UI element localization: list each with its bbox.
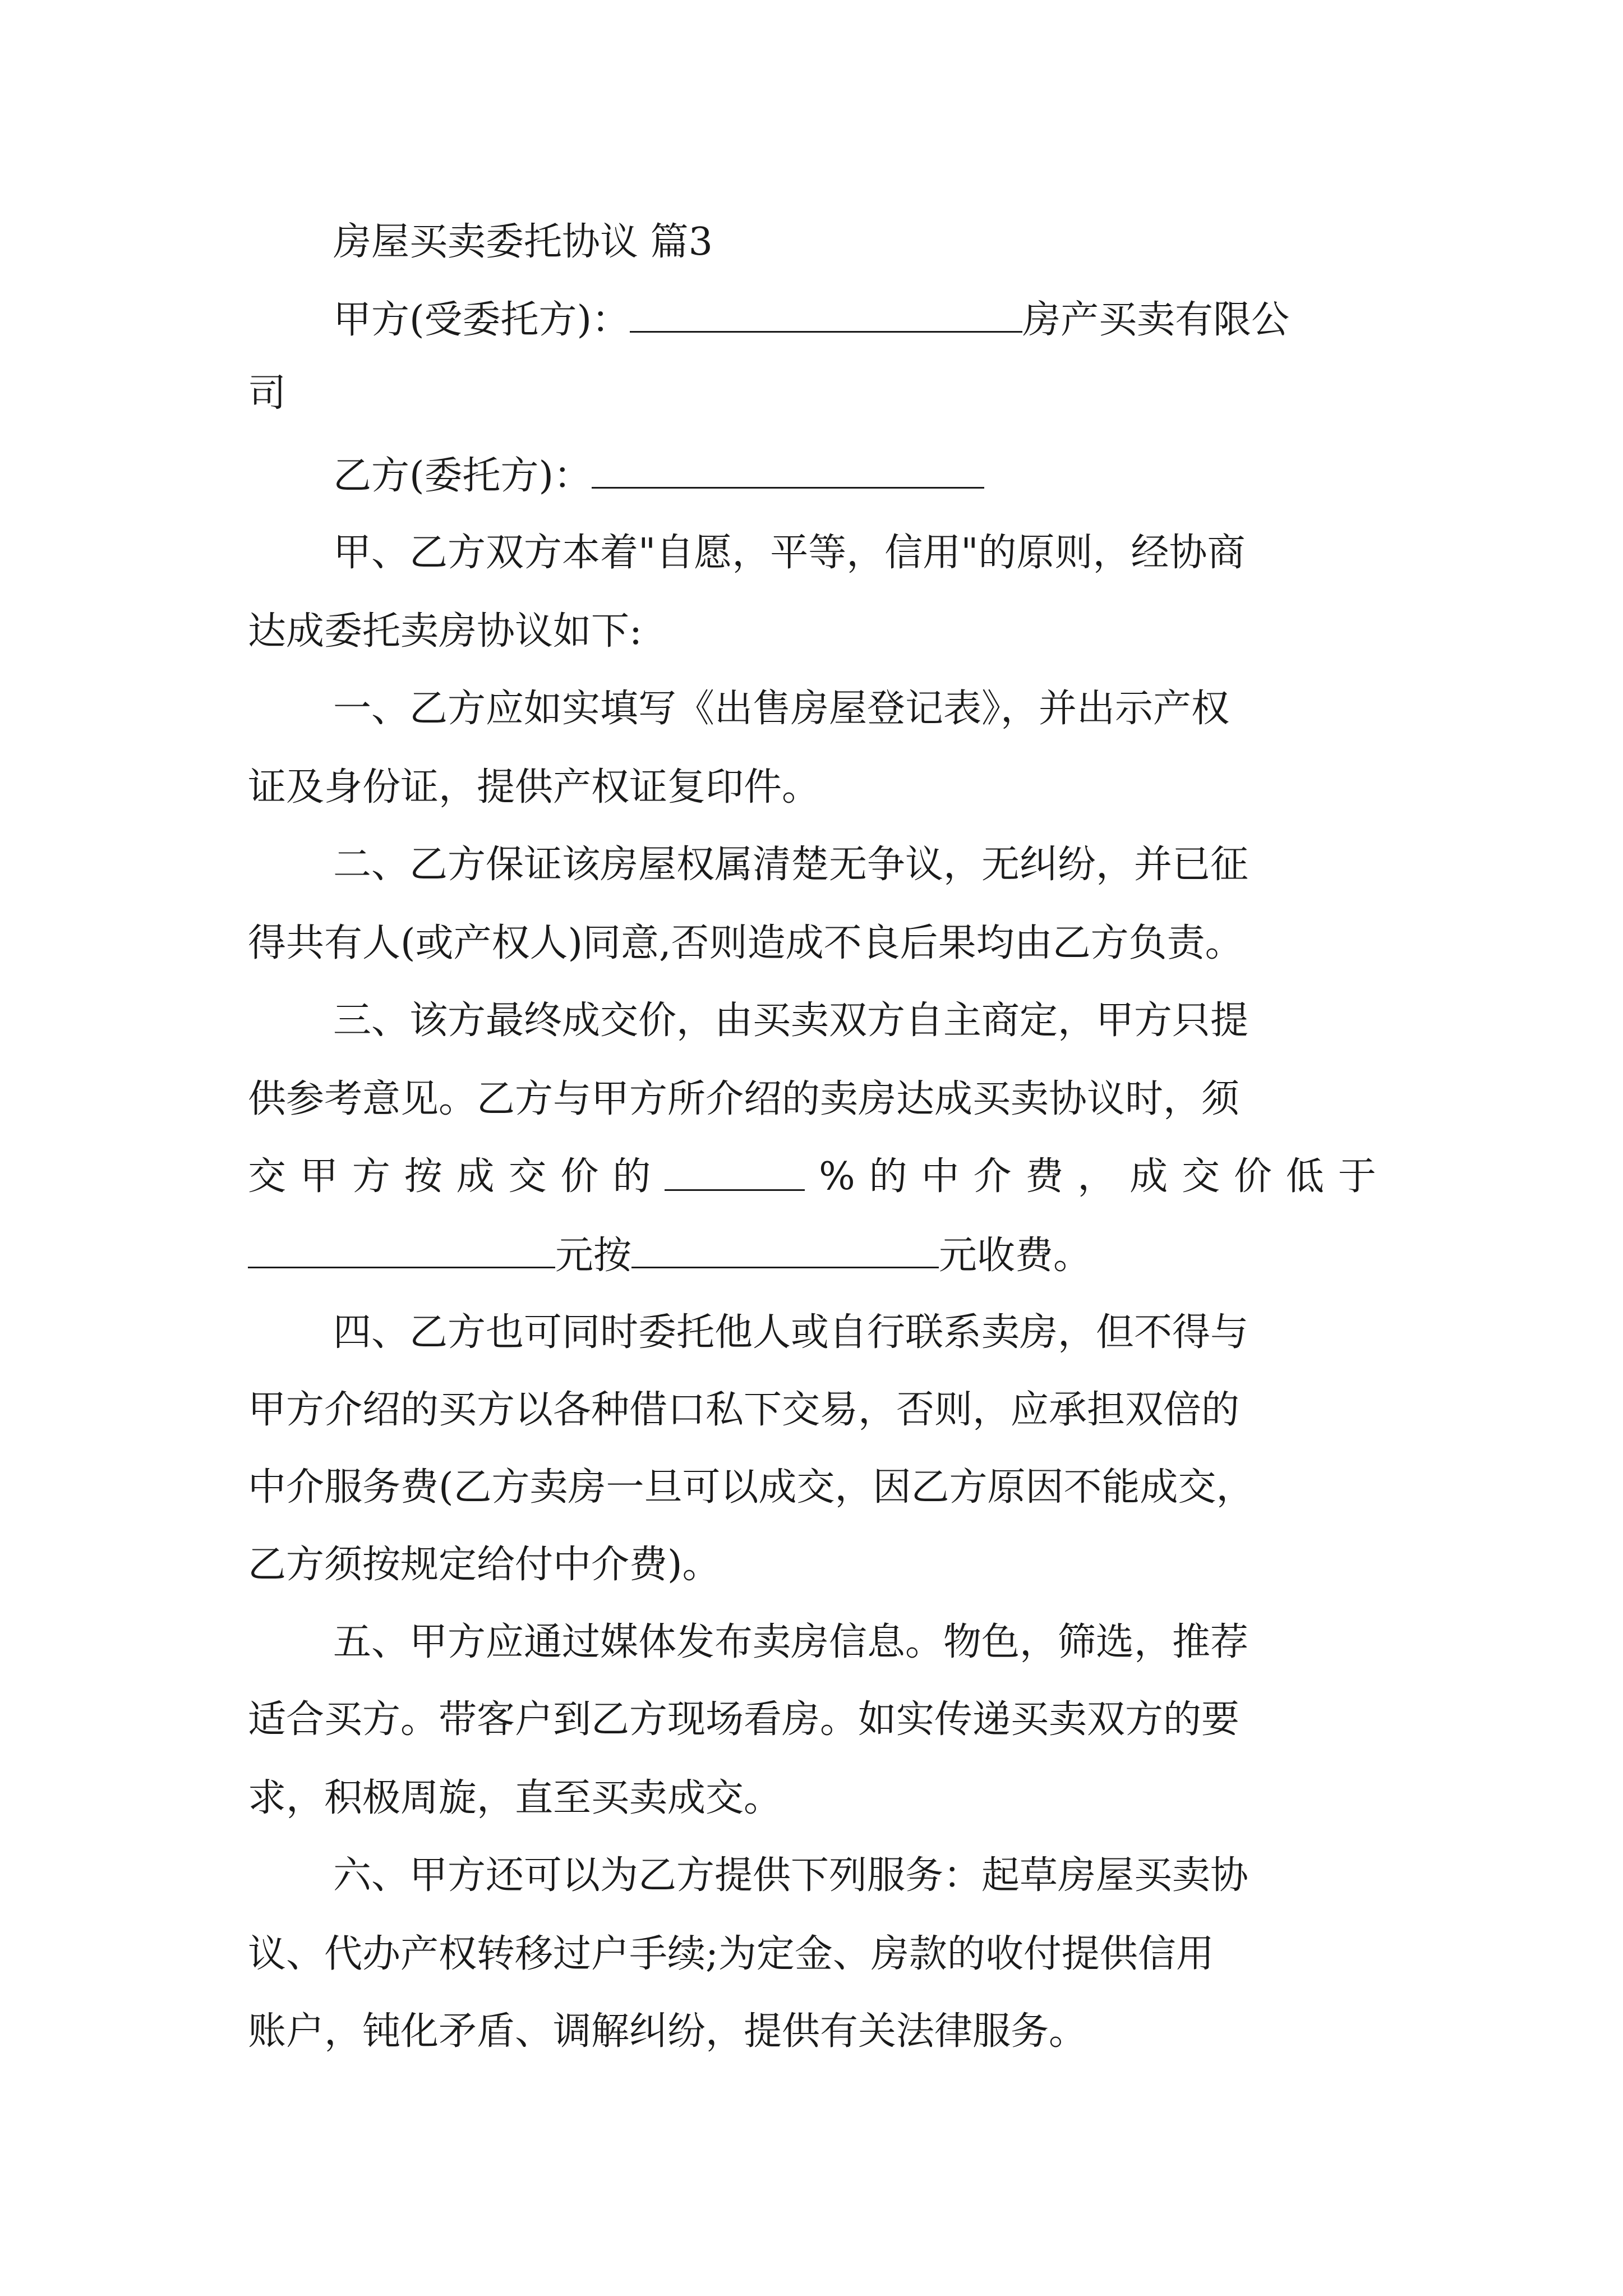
clause-3-char: 交 — [1182, 1154, 1220, 1199]
clause-3-char: 于 — [1338, 1154, 1376, 1199]
intro-line-2: 达成委托卖房协议如下: — [248, 609, 642, 654]
clause-3-char: 成 — [456, 1154, 495, 1199]
clause-3-line-1: 三、该方最终成交价，由买卖双方自主商定，甲方只提 — [333, 999, 1249, 1043]
clause-2-line-1: 二、乙方保证该房屋权属清楚无争议，无纠纷，并已征 — [333, 843, 1249, 887]
clause-3-char: 价 — [560, 1154, 599, 1199]
intro-line-1: 甲、乙方双方本着"自愿，平等，信用"的原则，经协商 — [333, 531, 1246, 575]
clause-3-char: ， — [1077, 1154, 1116, 1199]
clause-5-line-2: 适合买方。带客户到乙方现场看房。如实传递买卖双方的要 — [248, 1697, 1240, 1742]
party-b-label: 乙方(委托方)： — [333, 454, 592, 498]
clause-3-char: 成 — [1129, 1154, 1168, 1199]
clause-5-line-1: 五、甲方应通过媒体发布卖房信息。物色，筛选，推荐 — [333, 1620, 1249, 1664]
clause-3-line-4 — [248, 1234, 1092, 1278]
party-a-name-blank — [630, 300, 1022, 333]
clause-3-text-b: 元收费。 — [939, 1234, 1092, 1278]
party-a-wrap: 司 — [248, 371, 287, 416]
party-b-line — [333, 454, 984, 498]
clause-3-char: 的 — [612, 1154, 651, 1199]
clause-3-char: 按 — [404, 1154, 442, 1199]
clause-1-line-1: 一、乙方应如实填写《出售房屋登记表》，并出示产权 — [333, 687, 1230, 731]
document-title: 房屋买卖委托协议 篇3 — [333, 220, 713, 264]
clause-6-line-3: 账户，钝化矛盾、调解纠纷，提供有关法律服务。 — [248, 2009, 1087, 2054]
clause-3-char: 介 — [973, 1154, 1012, 1199]
party-a-label: 甲方(受委托方)： — [333, 298, 630, 342]
clause-3-char: 甲 — [299, 1154, 338, 1199]
commission-rate-blank — [665, 1158, 805, 1191]
clause-4-line-2: 甲方介绍的买方以各种借口私下交易，否则，应承担双倍的 — [248, 1388, 1240, 1432]
clause-3-char: 中 — [921, 1154, 960, 1199]
clause-3-line-3 — [248, 1154, 1376, 1199]
clause-3-char: 费 — [1025, 1154, 1064, 1199]
price-threshold-blank — [248, 1235, 555, 1268]
party-a-suffix: 房产买卖有限公 — [1022, 298, 1290, 342]
flat-fee-blank — [631, 1235, 939, 1268]
clause-2-line-2: 得共有人(或产权人)同意,否则造成不良后果均由乙方负责。 — [248, 921, 1243, 965]
clause-1-line-2: 证及身份证，提供产权证复印件。 — [248, 765, 820, 809]
clause-3-char: 低 — [1285, 1154, 1324, 1199]
party-a-line — [333, 298, 1290, 342]
clause-3-char: 价 — [1234, 1154, 1272, 1199]
clause-3-char: 交 — [248, 1154, 287, 1199]
party-b-name-blank — [592, 455, 984, 489]
clause-4-line-1: 四、乙方也可同时委托他人或自行联系卖房，但不得与 — [333, 1310, 1249, 1355]
clause-6-line-2: 议、代办产权转移过户手续;为定金、房款的收付提供信用 — [248, 1932, 1214, 1976]
clause-4-line-3: 中介服务费(乙方卖房一旦可以成交，因乙方原因不能成交， — [248, 1465, 1255, 1510]
clause-3-text-a: 元按 — [555, 1234, 632, 1278]
clause-3-char: % — [819, 1154, 855, 1199]
clause-3-line-2: 供参考意见。乙方与甲方所介绍的卖房达成买卖协议时，须 — [248, 1077, 1240, 1121]
clause-4-line-4: 乙方须按规定给付中介费)。 — [248, 1543, 721, 1587]
clause-3-char: 交 — [508, 1154, 547, 1199]
clause-5-line-3: 求，积极周旋，直至买卖成交。 — [248, 1776, 782, 1820]
clause-3-char: 的 — [869, 1154, 907, 1199]
clause-6-line-1: 六、甲方还可以为乙方提供下列服务：起草房屋买卖协 — [333, 1853, 1249, 1898]
clause-3-char: 方 — [352, 1154, 390, 1199]
